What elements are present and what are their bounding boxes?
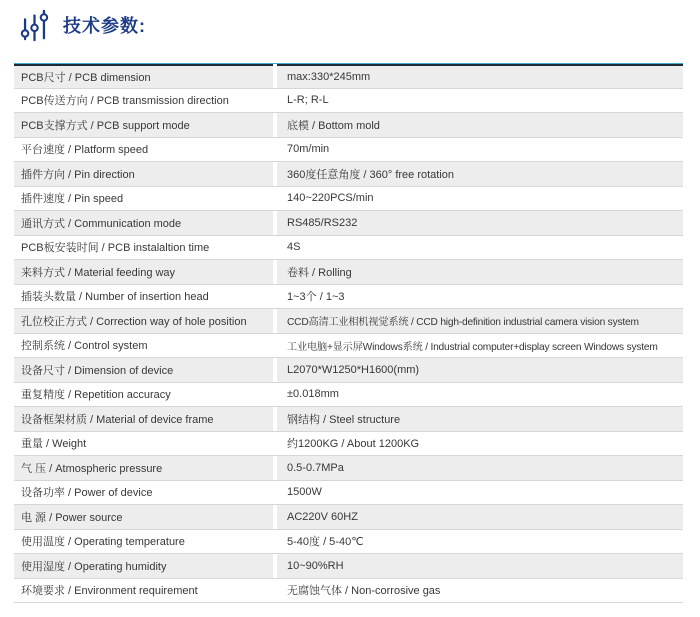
spec-value: 工业电脑+显示屏Windows系统 / Industrial computer+display screen Windows system — [277, 334, 683, 358]
table-row — [14, 64, 683, 89]
table-row — [14, 358, 683, 383]
spec-label: 插件方向 / Pin direction — [14, 162, 273, 186]
table-row — [14, 211, 683, 236]
table-row — [14, 162, 683, 187]
spec-value: L-R; R-L — [277, 89, 683, 113]
spec-label: 插装头数量 / Number of insertion head — [14, 285, 273, 309]
spec-value: CCD高清工业相机视觉系统 / CCD high-definition industrial camera vision system — [277, 309, 683, 333]
spec-value: max:330*245mm — [277, 64, 683, 88]
spec-label: PCB尺寸 / PCB dimension — [14, 64, 273, 88]
spec-label: 使用温度 / Operating temperature — [14, 530, 273, 554]
spec-value: 70m/min — [277, 138, 683, 162]
spec-label: 设备框架材质 / Material of device frame — [14, 407, 273, 431]
table-row — [14, 554, 683, 579]
table-row — [14, 456, 683, 481]
table-row — [14, 260, 683, 285]
spec-value: ±0.018mm — [277, 383, 683, 407]
table-row — [14, 187, 683, 212]
spec-label: 使用湿度 / Operating humidity — [14, 554, 273, 578]
spec-value: 1500W — [277, 481, 683, 505]
spec-label: 平台速度 / Platform speed — [14, 138, 273, 162]
spec-value: 10~90%RH — [277, 554, 683, 578]
spec-label: PCB支撑方式 / PCB support mode — [14, 113, 273, 137]
spec-label: 气 压 / Atmospheric pressure — [14, 456, 273, 480]
table-row — [14, 505, 683, 530]
table-row — [14, 89, 683, 114]
spec-value: AC220V 60HZ — [277, 505, 683, 529]
page-header — [18, 8, 146, 42]
spec-value: 4S — [277, 236, 683, 260]
table-row — [14, 309, 683, 334]
sliders-icon — [18, 8, 51, 42]
spec-value: 1~3个 / 1~3 — [277, 285, 683, 309]
spec-label: 重量 / Weight — [14, 432, 273, 456]
spec-label: 重复精度 / Repetition accuracy — [14, 383, 273, 407]
spec-value: 约1200KG / About 1200KG — [277, 432, 683, 456]
spec-table — [14, 63, 683, 603]
table-row — [14, 236, 683, 261]
table-row — [14, 383, 683, 408]
table-row — [14, 334, 683, 359]
spec-value: 140~220PCS/min — [277, 187, 683, 211]
table-row — [14, 579, 683, 604]
table-row — [14, 113, 683, 138]
table-row — [14, 285, 683, 310]
spec-label: 设备尺寸 / Dimension of device — [14, 358, 273, 382]
spec-label: 孔位校正方式 / Correction way of hole position — [14, 309, 273, 333]
spec-label: 通讯方式 / Communication mode — [14, 211, 273, 235]
spec-label: PCB传送方向 / PCB transmission direction — [14, 89, 273, 113]
spec-value: 无腐蚀气体 / Non-corrosive gas — [277, 579, 683, 603]
spec-label: 来料方式 / Material feeding way — [14, 260, 273, 284]
spec-value: 5-40度 / 5-40℃ — [277, 530, 683, 554]
page-title: 技术参数: — [63, 16, 146, 36]
spec-label: PCB板安装时间 / PCB instalaltion time — [14, 236, 273, 260]
table-row — [14, 407, 683, 432]
spec-value: 360度任意角度 / 360° free rotation — [277, 162, 683, 186]
spec-value: 底模 / Bottom mold — [277, 113, 683, 137]
spec-label: 插件速度 / Pin speed — [14, 187, 273, 211]
table-row — [14, 138, 683, 163]
spec-label: 电 源 / Power source — [14, 505, 273, 529]
spec-label: 环境要求 / Environment requirement — [14, 579, 273, 603]
spec-label: 控制系统 / Control system — [14, 334, 273, 358]
spec-value: 钢结构 / Steel structure — [277, 407, 683, 431]
spec-value: 卷料 / Rolling — [277, 260, 683, 284]
table-row — [14, 481, 683, 506]
spec-label: 设备功率 / Power of device — [14, 481, 273, 505]
spec-value: RS485/RS232 — [277, 211, 683, 235]
spec-value: 0.5-0.7MPa — [277, 456, 683, 480]
spec-value: L2070*W1250*H1600(mm) — [277, 358, 683, 382]
table-row — [14, 432, 683, 457]
table-row — [14, 530, 683, 555]
